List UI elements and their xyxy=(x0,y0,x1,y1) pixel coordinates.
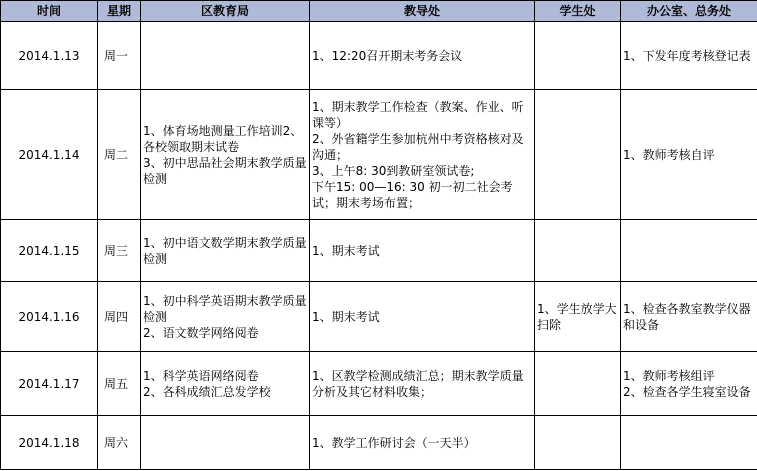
academic-affairs-cell xyxy=(310,22,535,90)
student-affairs-cell xyxy=(535,220,621,282)
header-office-general: 办公室、总务处 xyxy=(621,1,757,22)
header-weekday: 星期 xyxy=(98,1,141,22)
office-general-cell xyxy=(621,22,757,90)
cell-line: 2、检查各学生寝室设备 xyxy=(623,384,751,399)
district-bureau-cell xyxy=(141,220,310,282)
date-cell: 2014.1.18 xyxy=(1,416,98,470)
header-row xyxy=(1,1,757,22)
cell-line: 1、教学工作研讨会（一天半） xyxy=(312,435,476,450)
cell-line: 1、初中科学英语期末教学质量检测 xyxy=(143,293,307,324)
cell-line: 1、下发年度考核登记表 xyxy=(623,48,751,63)
cell-line: 1、体育场地测量工作培训2、各校领取期末试卷 xyxy=(143,123,303,154)
cell-line: 1、科学英语网络阅卷 xyxy=(143,368,259,383)
district-bureau-cell xyxy=(141,282,310,352)
student-affairs-cell xyxy=(535,416,621,470)
academic-affairs-cell xyxy=(310,220,535,282)
office-general-cell xyxy=(621,416,757,470)
cell-line: 1、期末考试 xyxy=(312,243,380,258)
weekday-cell: 周一 xyxy=(98,22,141,90)
student-affairs-cell xyxy=(535,352,621,416)
cell-line: 1、学生放学大扫除 xyxy=(537,301,617,332)
table-row xyxy=(1,416,757,470)
district-bureau-cell xyxy=(141,90,310,220)
header-student-affairs: 学生处 xyxy=(535,1,621,22)
district-bureau-cell xyxy=(141,352,310,416)
table-row xyxy=(1,220,757,282)
academic-affairs-cell xyxy=(310,282,535,352)
header-academic-affairs: 教导处 xyxy=(310,1,535,22)
cell-line: 1、区教学检测成绩汇总；期末教学质量分析及其它材料收集； xyxy=(312,368,524,399)
cell-line: 1、教师考核自评 xyxy=(623,147,715,162)
table-row xyxy=(1,22,757,90)
cell-line: 1、期末考试 xyxy=(312,309,380,324)
weekday-cell: 周五 xyxy=(98,352,141,416)
header-time: 时间 xyxy=(1,1,98,22)
table-row xyxy=(1,282,757,352)
district-bureau-cell xyxy=(141,22,310,90)
weekday-cell: 周四 xyxy=(98,282,141,352)
student-affairs-cell xyxy=(535,22,621,90)
weekday-cell: 周二 xyxy=(98,90,141,220)
office-general-cell xyxy=(621,352,757,416)
weekday-cell: 周六 xyxy=(98,416,141,470)
weekday-cell: 周三 xyxy=(98,220,141,282)
cell-line: 1、初中语文数学期末教学质量检测 xyxy=(143,235,307,266)
district-bureau-cell xyxy=(141,416,310,470)
header-district-bureau: 区教育局 xyxy=(141,1,310,22)
office-general-cell xyxy=(621,220,757,282)
date-cell: 2014.1.17 xyxy=(1,352,98,416)
date-cell: 2014.1.13 xyxy=(1,22,98,90)
cell-line: 1、12:20召开期末考务会议 xyxy=(312,48,463,63)
cell-line: 1、检查各教室教学仪器和设备 xyxy=(623,301,751,332)
cell-line: 2、外省籍学生参加杭州中考资格核对及沟通； xyxy=(312,131,524,162)
date-cell: 2014.1.16 xyxy=(1,282,98,352)
date-cell: 2014.1.14 xyxy=(1,90,98,220)
table-row xyxy=(1,90,757,220)
cell-line: 2、语文数学网络阅卷 xyxy=(143,325,259,340)
academic-affairs-cell xyxy=(310,416,535,470)
cell-line: 下午15: 00—16: 30 初一初二社会考试；期末考场布置； xyxy=(312,179,513,210)
date-cell: 2014.1.15 xyxy=(1,220,98,282)
office-general-cell xyxy=(621,282,757,352)
cell-line: 1、教师考核组评 xyxy=(623,368,715,383)
cell-line: 3、上午8: 30到教研室领试卷; xyxy=(312,163,475,178)
cell-line: 3、初中思品社会期末教学质量检测 xyxy=(143,155,307,186)
cell-line: 1、期末教学工作检查（教案、作业、听课等） xyxy=(312,99,524,130)
academic-affairs-cell xyxy=(310,90,535,220)
student-affairs-cell xyxy=(535,282,621,352)
table-row xyxy=(1,352,757,416)
student-affairs-cell xyxy=(535,90,621,220)
cell-line: 2、各科成绩汇总发学校 xyxy=(143,384,271,399)
office-general-cell xyxy=(621,90,757,220)
academic-affairs-cell xyxy=(310,352,535,416)
